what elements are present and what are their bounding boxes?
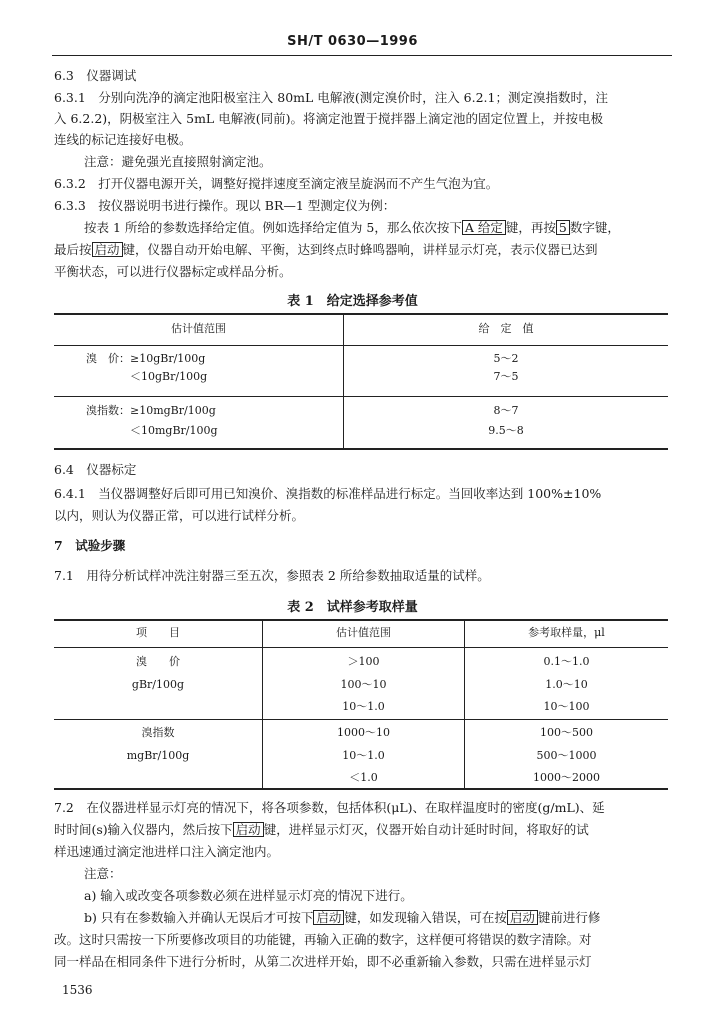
paragraph-select-line3: 平衡状态，可以进行仪器标定或样品分析。 <box>54 264 292 279</box>
table2-group2-unit: mgBr/100g <box>126 749 190 762</box>
page-header: SH/T 0630—1996 <box>287 34 418 49</box>
table2-g1-row3-range: 10～1.0 <box>342 700 385 713</box>
table2-group2-name: 溴指数 <box>141 726 175 739</box>
note-heading: 注意： <box>84 866 122 881</box>
table2-g2-row2-range: 10～1.0 <box>342 749 385 762</box>
note-b-line2: 改。这时只需按一下所要修改项目的功能键，再输入正确的数字，这样便可将错误的数字清除。对 <box>54 932 592 947</box>
select-text-1: 按表 1 所给的参数选择给定值。例如选择给定值为 5，那么依次按下 <box>84 220 462 235</box>
table2-group1-unit: gBr/100g <box>131 678 185 691</box>
paragraph-6-3-1-line1: 6.3.1 分别向洗净的滴定池阳极室注入 80mL 电解液(测定溴价时，注入 6.2.1；测定溴指数时，注 <box>54 90 608 105</box>
table2-header-item: 项 目 <box>136 626 180 639</box>
note-a: a) 输入或改变各项参数必须在进样显示灯亮的情况下进行。 <box>84 888 413 903</box>
table2-bottom-rule <box>54 788 668 790</box>
table1-header-range: 估计值范围 <box>171 322 226 335</box>
paragraph-6-3-3: 6.3.3 按仪器说明书进行操作。现以 BR—1 型测定仪为例： <box>54 198 396 213</box>
note-b-text-1: b) 只有在参数输入并确认无误后才可按下 <box>84 910 314 925</box>
table1-header-rule <box>54 345 668 346</box>
table2-group-rule <box>54 719 668 720</box>
key-start-4: 启动 <box>507 910 538 925</box>
page-number: 1536 <box>62 983 93 997</box>
table1-row2-value: 7～5 <box>493 370 519 383</box>
table2-top-rule <box>54 619 668 621</box>
table1-top-rule <box>54 313 668 315</box>
table2-caption: 表 2 试样参考取样量 <box>287 600 418 615</box>
note-b-text-2: 键，如发现输入错误，可在按 <box>344 910 507 925</box>
table2-group1-name: 溴 价 <box>136 655 180 668</box>
paragraph-7-2-line3: 样迅速通过滴定池进样口注入滴定池内。 <box>54 844 280 859</box>
table2-g2-row1-amount: 100～500 <box>540 726 593 739</box>
note-b-text-3: 键前进行修 <box>537 910 601 925</box>
select-text-2: 键，再按 <box>505 220 556 235</box>
table1-row3-range: 溴指数：≥10mgBr/100g <box>86 404 216 417</box>
paragraph-6-3-1-line3: 连线的标记连接好电极。 <box>54 132 192 147</box>
table2-g1-row1-amount: 0.1～1.0 <box>543 655 590 668</box>
select-text-3: 数字键， <box>569 220 620 235</box>
paragraph-7-1: 7.1 用待分析试样冲洗注射器三至五次，参照表 2 所给参数抽取适量的试样。 <box>54 568 490 583</box>
table1-row2-range: ＜10gBr/100g <box>86 370 208 383</box>
table1-group-rule <box>54 396 668 397</box>
key-a-set: A 给定 <box>462 220 506 235</box>
paragraph-select-line2 <box>54 242 598 258</box>
key-start-2: 启动 <box>233 822 264 837</box>
table1-caption: 表 1 给定选择参考值 <box>287 294 418 309</box>
note-strong-light: 注意：避免强光直接照射滴定池。 <box>84 154 272 169</box>
paragraph-7-2-line1: 7.2 在仪器进样显示灯亮的情况下，将各项参数，包括体积(μL)、在取样温度时的密度(g/mL)、延 <box>54 800 605 815</box>
header-rule <box>52 55 672 56</box>
note-b-line3: 同一样品在相同条件下进行分析时，从第二次进样开始，即不必重新输入参数，只需在进样显示灯 <box>54 954 592 969</box>
table2-header-range: 估计值范围 <box>336 626 391 639</box>
table2-g2-row3-amount: 1000～2000 <box>533 771 600 784</box>
key-5: 5 <box>556 220 570 235</box>
paragraph-6-4-1-line2: 以内，则认为仪器正常，可以进行试样分析。 <box>54 508 305 523</box>
key-start: 启动 <box>92 242 123 257</box>
paragraph-select-line1 <box>84 220 620 236</box>
select-text-4: 最后按 <box>54 242 92 257</box>
table1-row3-value: 8～7 <box>493 404 519 417</box>
key-start-3: 启动 <box>313 910 344 925</box>
table2-g2-row2-amount: 500～1000 <box>536 749 597 762</box>
section-heading-6-3: 6.3 仪器调试 <box>54 68 137 83</box>
table1-row1-value: 5～2 <box>493 352 519 365</box>
paragraph-6-3-2: 6.3.2 打开仪器电源开关，调整好搅拌速度至滴定液呈旋涡而不产生气泡为宜。 <box>54 176 499 191</box>
table2-g1-row2-amount: 1.0～10 <box>545 678 588 691</box>
table2-g1-row1-range: ＞100 <box>347 655 380 668</box>
table1-bottom-rule <box>54 448 668 450</box>
table1-row4-range: ＜10mgBr/100g <box>86 424 218 437</box>
table2-g1-row2-range: 100～10 <box>340 678 387 691</box>
p72-text-b: 键，进样显示灯灭，仪器开始自动计延时时间，将取好的试 <box>263 822 589 837</box>
p72-text-a: 时时间(s)输入仪器内，然后按下 <box>54 822 233 837</box>
paragraph-6-3-1-line2: 入 6.2.2)，阴极室注入 5mL 电解液(同前)。将滴定池置于搅拌器上滴定池的固定位置上，并按电极 <box>54 111 603 126</box>
table2-g2-row3-range: ＜1.0 <box>349 771 378 784</box>
table1-row1-range: 溴 价：≥10gBr/100g <box>86 352 206 365</box>
table1-row4-value: 9.5～8 <box>488 424 524 437</box>
note-b-line1 <box>84 910 600 926</box>
table2-header-amount: 参考取样量，μl <box>528 626 605 639</box>
paragraph-6-4-1-line1: 6.4.1 当仪器调整好后即可用已知溴价、溴指数的标准样品进行标定。当回收率达到 100%±10% <box>54 486 602 501</box>
paragraph-7-2-line2 <box>54 822 589 838</box>
table2-header-rule <box>54 647 668 648</box>
table2-g2-row1-range: 1000～10 <box>337 726 390 739</box>
select-text-5: 键，仪器自动开始电解、平衡，达到终点时蜂鸣器响，讲样显示灯亮，表示仪器已达到 <box>122 242 598 257</box>
table2-g1-row3-amount: 10～100 <box>543 700 590 713</box>
section-heading-7: 7 试验步骤 <box>54 538 126 553</box>
section-heading-6-4: 6.4 仪器标定 <box>54 462 137 477</box>
table1-header-value: 给 定 值 <box>478 322 534 335</box>
